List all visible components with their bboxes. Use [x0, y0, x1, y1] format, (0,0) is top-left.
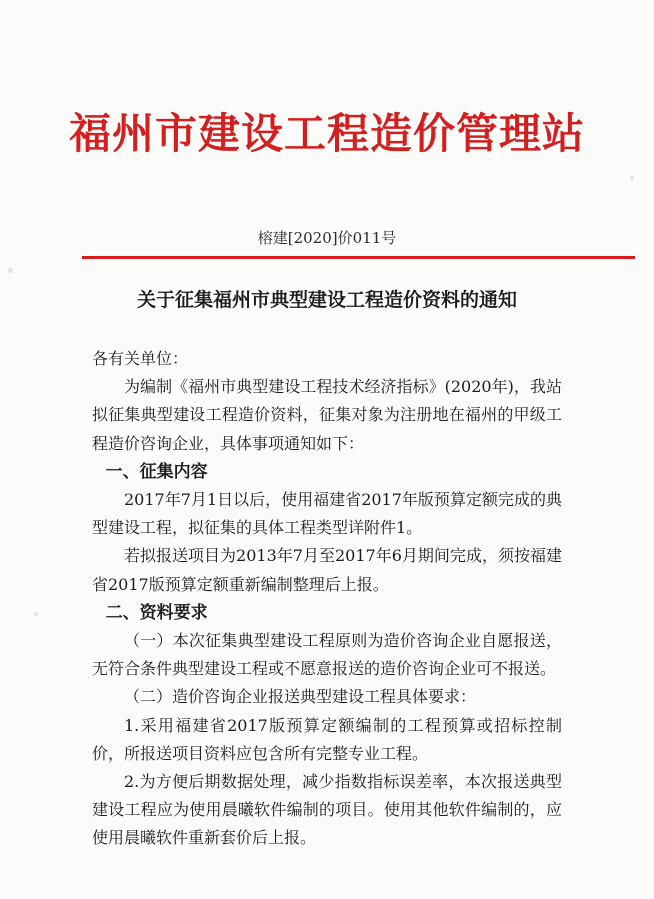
section-heading-material-requirements: 二、资料要求 — [105, 602, 208, 623]
organization-header-title: 福州市建设工程造价管理站 — [68, 109, 585, 158]
notice-body — [92, 345, 562, 853]
salutation: 各有关单位： — [92, 349, 189, 368]
scan-speck — [8, 268, 13, 273]
section1-paragraph-1: 2017年7月1日以后，使用福建省2017年版预算定额完成的典型建设工程，拟征集的具体工程类型详附件1。 — [92, 490, 562, 538]
section-heading-collection-content: 一、征集内容 — [105, 461, 208, 482]
document-number: 榕建[2020]价011号 — [257, 229, 397, 247]
section2-paragraph-1: （一）本次征集典型建设工程原则为造价咨询企业自愿报送，无符合条件典型建设工程或不愿意报送的造价咨询企业可不报送。 — [92, 631, 562, 679]
section2-paragraph-2: （二）造价咨询企业报送典型建设工程具体要求： — [124, 687, 477, 707]
section2-paragraph-4: 2.为方便后期数据处理，减少指数指标误差率，本次报送典型建设工程应为使用晨曦软件编制的项目。使用其他软件编制的，应使用晨曦软件重新套价后上报。 — [92, 772, 562, 848]
intro-paragraph: 为编制《福州市典型建设工程技术经济指标》(2020年)，我站拟征集典型建设工程造价资料，征集对象为注册地在福州的甲级工程造价咨询企业，具体事项通知如下： — [92, 377, 562, 453]
red-divider-line — [82, 256, 635, 259]
section1-paragraph-2: 若拟报送项目为2013年7月至2017年6月期间完成，须按福建省2017版预算定额重新编制整理后上报。 — [92, 546, 562, 594]
notice-title: 关于征集福州市典型建设工程造价资料的通知 — [136, 289, 517, 311]
scan-speck — [630, 176, 634, 180]
section2-paragraph-3: 1.采用福建省2017版预算定额编制的工程预算或招标控制价，所报送项目资料应包含所有完整专业工程。 — [92, 715, 562, 763]
scan-speck — [34, 612, 38, 616]
